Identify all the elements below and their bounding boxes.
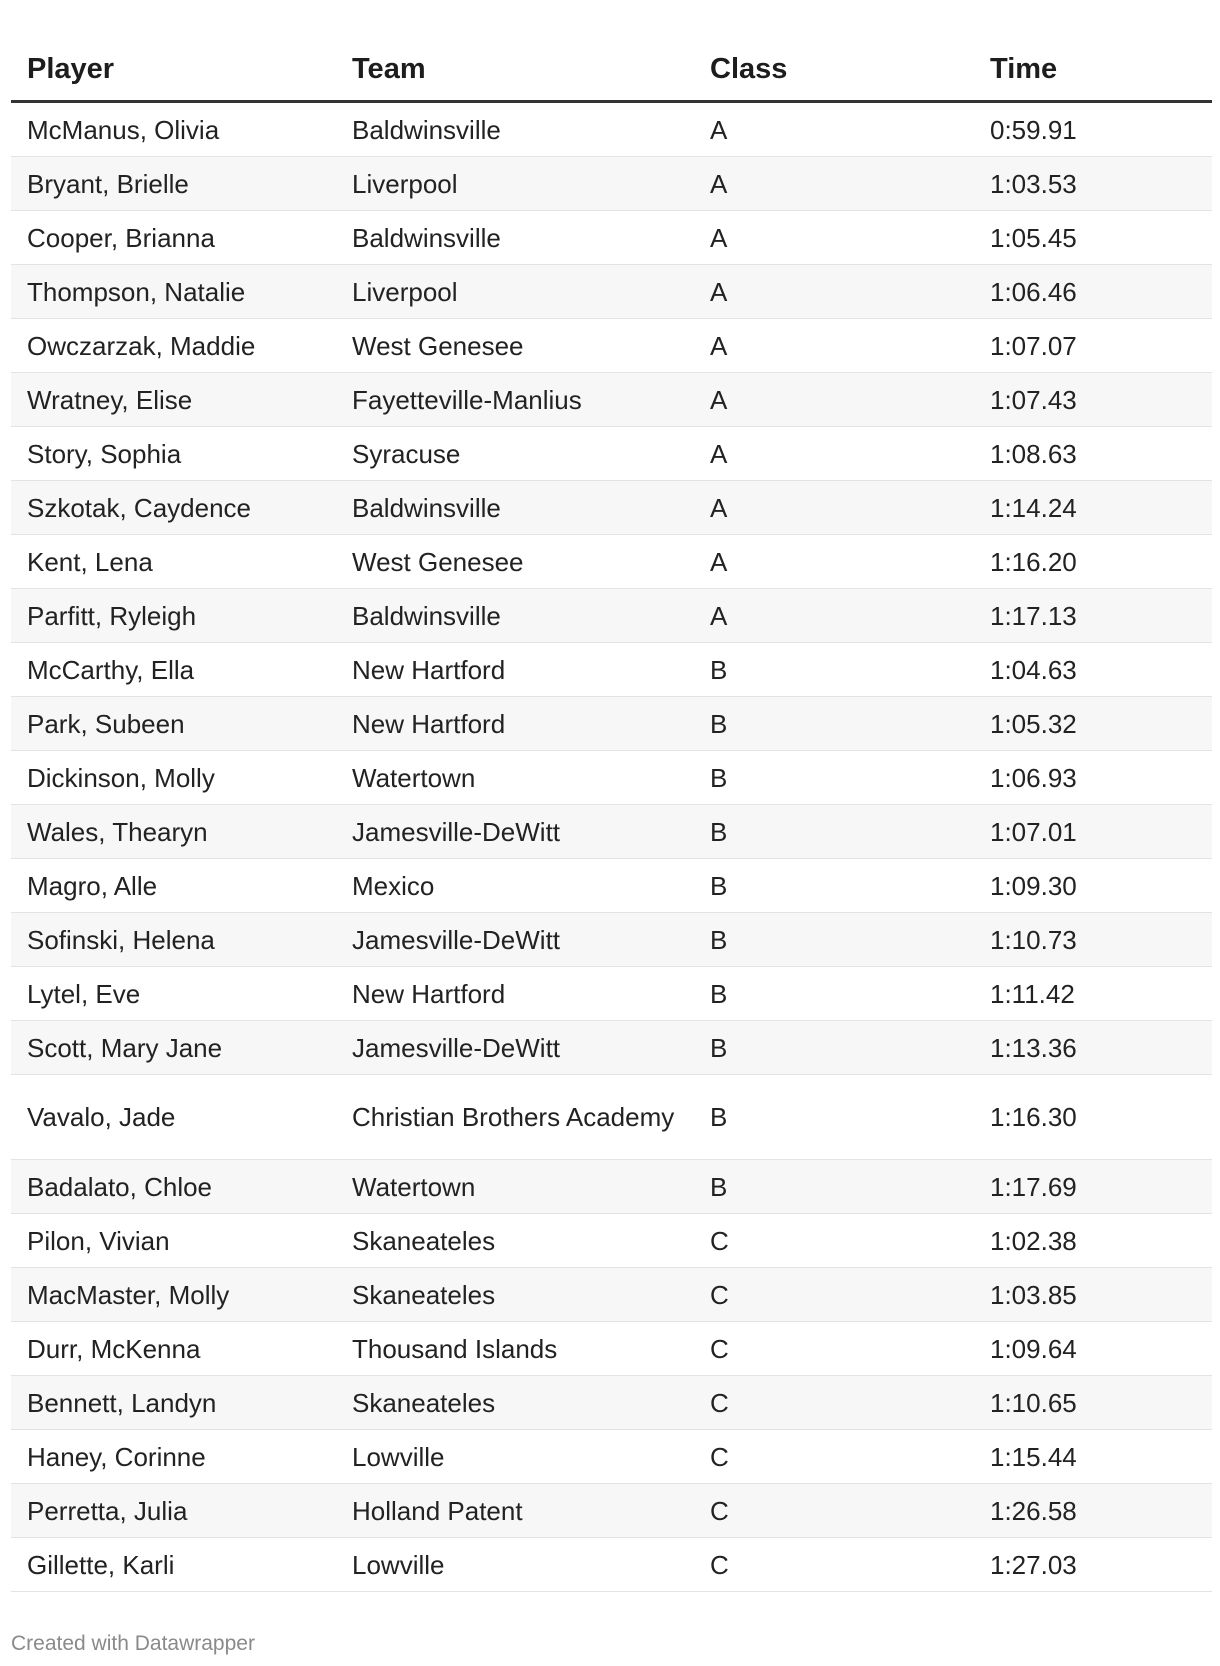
time-cell: 1:05.32: [974, 697, 1212, 751]
time-cell: 1:17.13: [974, 589, 1212, 643]
table-row: [11, 1214, 1212, 1268]
results-table-container: [11, 38, 1212, 1592]
team-cell: West Genesee: [336, 319, 694, 373]
class-cell: C: [694, 1484, 974, 1538]
class-cell: A: [694, 157, 974, 211]
class-cell: B: [694, 805, 974, 859]
team-cell: West Genesee: [336, 535, 694, 589]
team-cell: Jamesville-DeWitt: [336, 1021, 694, 1075]
player-cell: Perretta, Julia: [11, 1484, 336, 1538]
team-cell: Thousand Islands: [336, 1322, 694, 1376]
class-cell: B: [694, 1021, 974, 1075]
player-cell: Badalato, Chloe: [11, 1160, 336, 1214]
team-cell: Watertown: [336, 751, 694, 805]
class-cell: A: [694, 373, 974, 427]
table-header-row: [11, 38, 1212, 102]
table-body: [11, 102, 1212, 1592]
team-cell: Syracuse: [336, 427, 694, 481]
class-cell: A: [694, 427, 974, 481]
team-cell: Fayetteville-Manlius: [336, 373, 694, 427]
table-row: [11, 427, 1212, 481]
time-cell: 0:59.91: [974, 102, 1212, 157]
table-row: [11, 1484, 1212, 1538]
team-cell: Christian Brothers Academy: [336, 1075, 694, 1160]
header-time[interactable]: Time: [974, 38, 1212, 102]
player-cell: Pilon, Vivian: [11, 1214, 336, 1268]
player-cell: Cooper, Brianna: [11, 211, 336, 265]
team-cell: Liverpool: [336, 265, 694, 319]
time-cell: 1:27.03: [974, 1538, 1212, 1592]
time-cell: 1:06.46: [974, 265, 1212, 319]
table-row: [11, 1322, 1212, 1376]
time-cell: 1:04.63: [974, 643, 1212, 697]
player-cell: Wales, Thearyn: [11, 805, 336, 859]
team-cell: Jamesville-DeWitt: [336, 913, 694, 967]
team-cell: Jamesville-DeWitt: [336, 805, 694, 859]
class-cell: B: [694, 1075, 974, 1160]
time-cell: 1:17.69: [974, 1160, 1212, 1214]
table-row: [11, 859, 1212, 913]
time-cell: 1:13.36: [974, 1021, 1212, 1075]
player-cell: Owczarzak, Maddie: [11, 319, 336, 373]
table-row: [11, 1430, 1212, 1484]
table-row: [11, 481, 1212, 535]
table-row: [11, 211, 1212, 265]
table-row: [11, 643, 1212, 697]
time-cell: 1:07.07: [974, 319, 1212, 373]
datawrapper-credit: Created with Datawrapper: [11, 1632, 255, 1655]
class-cell: A: [694, 102, 974, 157]
class-cell: A: [694, 265, 974, 319]
player-cell: Vavalo, Jade: [11, 1075, 336, 1160]
class-cell: A: [694, 535, 974, 589]
time-cell: 1:09.30: [974, 859, 1212, 913]
time-cell: 1:06.93: [974, 751, 1212, 805]
player-cell: Sofinski, Helena: [11, 913, 336, 967]
team-cell: Liverpool: [336, 157, 694, 211]
time-cell: 1:14.24: [974, 481, 1212, 535]
table-row: [11, 589, 1212, 643]
class-cell: A: [694, 211, 974, 265]
table-row: [11, 157, 1212, 211]
class-cell: A: [694, 589, 974, 643]
table-row: [11, 265, 1212, 319]
team-cell: Lowville: [336, 1430, 694, 1484]
class-cell: B: [694, 967, 974, 1021]
class-cell: B: [694, 1160, 974, 1214]
header-class[interactable]: Class: [694, 38, 974, 102]
class-cell: A: [694, 319, 974, 373]
table-row: [11, 805, 1212, 859]
player-cell: Dickinson, Molly: [11, 751, 336, 805]
header-team[interactable]: Team: [336, 38, 694, 102]
team-cell: Mexico: [336, 859, 694, 913]
table-row: [11, 102, 1212, 157]
team-cell: Watertown: [336, 1160, 694, 1214]
class-cell: C: [694, 1268, 974, 1322]
player-cell: McCarthy, Ella: [11, 643, 336, 697]
class-cell: C: [694, 1376, 974, 1430]
team-cell: Baldwinsville: [336, 589, 694, 643]
player-cell: Lytel, Eve: [11, 967, 336, 1021]
time-cell: 1:11.42: [974, 967, 1212, 1021]
player-cell: Story, Sophia: [11, 427, 336, 481]
class-cell: B: [694, 913, 974, 967]
time-cell: 1:16.30: [974, 1075, 1212, 1160]
time-cell: 1:03.85: [974, 1268, 1212, 1322]
time-cell: 1:08.63: [974, 427, 1212, 481]
table-row: [11, 697, 1212, 751]
table-row: [11, 1268, 1212, 1322]
table-row: [11, 1075, 1212, 1160]
header-player[interactable]: Player: [11, 38, 336, 102]
team-cell: New Hartford: [336, 697, 694, 751]
player-cell: Haney, Corinne: [11, 1430, 336, 1484]
table-row: [11, 1021, 1212, 1075]
class-cell: B: [694, 751, 974, 805]
time-cell: 1:10.73: [974, 913, 1212, 967]
time-cell: 1:03.53: [974, 157, 1212, 211]
class-cell: B: [694, 643, 974, 697]
time-cell: 1:05.45: [974, 211, 1212, 265]
time-cell: 1:10.65: [974, 1376, 1212, 1430]
player-cell: Kent, Lena: [11, 535, 336, 589]
table-row: [11, 913, 1212, 967]
table-row: [11, 1160, 1212, 1214]
table-row: [11, 535, 1212, 589]
team-cell: Baldwinsville: [336, 481, 694, 535]
results-table: [11, 38, 1212, 1592]
table-row: [11, 967, 1212, 1021]
time-cell: 1:07.43: [974, 373, 1212, 427]
table-row: [11, 1538, 1212, 1592]
table-row: [11, 751, 1212, 805]
class-cell: B: [694, 859, 974, 913]
table-row: [11, 373, 1212, 427]
player-cell: Bryant, Brielle: [11, 157, 336, 211]
time-cell: 1:16.20: [974, 535, 1212, 589]
time-cell: 1:02.38: [974, 1214, 1212, 1268]
player-cell: Durr, McKenna: [11, 1322, 336, 1376]
team-cell: Baldwinsville: [336, 211, 694, 265]
class-cell: B: [694, 697, 974, 751]
player-cell: Wratney, Elise: [11, 373, 336, 427]
player-cell: Thompson, Natalie: [11, 265, 336, 319]
player-cell: Parfitt, Ryleigh: [11, 589, 336, 643]
team-cell: New Hartford: [336, 967, 694, 1021]
player-cell: MacMaster, Molly: [11, 1268, 336, 1322]
time-cell: 1:26.58: [974, 1484, 1212, 1538]
table-row: [11, 319, 1212, 373]
time-cell: 1:09.64: [974, 1322, 1212, 1376]
team-cell: Lowville: [336, 1538, 694, 1592]
player-cell: Gillette, Karli: [11, 1538, 336, 1592]
team-cell: Holland Patent: [336, 1484, 694, 1538]
class-cell: A: [694, 481, 974, 535]
class-cell: C: [694, 1430, 974, 1484]
table-row: [11, 1376, 1212, 1430]
player-cell: McManus, Olivia: [11, 102, 336, 157]
team-cell: New Hartford: [336, 643, 694, 697]
time-cell: 1:07.01: [974, 805, 1212, 859]
player-cell: Park, Subeen: [11, 697, 336, 751]
team-cell: Skaneateles: [336, 1268, 694, 1322]
player-cell: Bennett, Landyn: [11, 1376, 336, 1430]
time-cell: 1:15.44: [974, 1430, 1212, 1484]
player-cell: Szkotak, Caydence: [11, 481, 336, 535]
player-cell: Magro, Alle: [11, 859, 336, 913]
class-cell: C: [694, 1214, 974, 1268]
class-cell: C: [694, 1538, 974, 1592]
player-cell: Scott, Mary Jane: [11, 1021, 336, 1075]
team-cell: Skaneateles: [336, 1376, 694, 1430]
class-cell: C: [694, 1322, 974, 1376]
team-cell: Baldwinsville: [336, 102, 694, 157]
team-cell: Skaneateles: [336, 1214, 694, 1268]
